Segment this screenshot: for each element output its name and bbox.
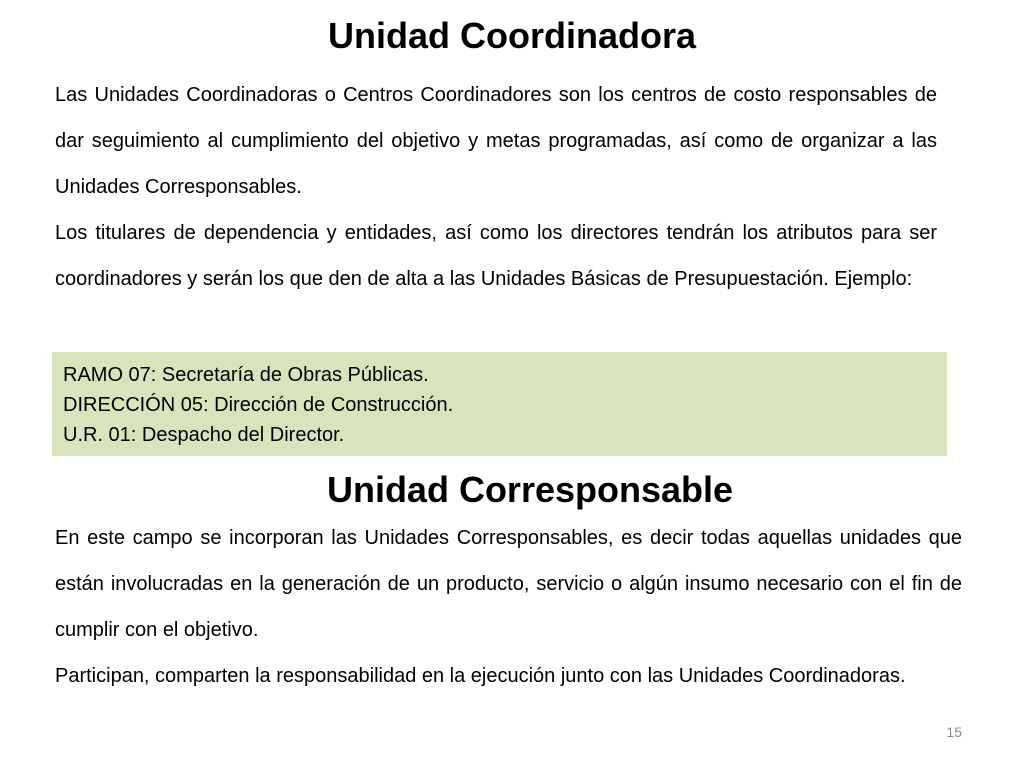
example-line: U.R. 01: Despacho del Director.	[63, 424, 345, 446]
paragraph: En este campo se incorporan las Unidades Corresponsables, es decir todas aquellas unidades que están involucradas en la generación de un producto, servicio o algún insumo necesario con el fin de cumplir con el objetivo.	[55, 527, 962, 641]
section-title-unidad-coordinadora: Unidad Coordinadora	[328, 15, 696, 56]
section-body-unidad-corresponsable	[55, 515, 962, 699]
example-box	[52, 352, 947, 456]
example-line: RAMO 07: Secretaría de Obras Públicas.	[63, 364, 429, 386]
paragraph: Las Unidades Coordinadoras o Centros Coordinadores son los centros de costo responsables de dar seguimiento al cumplimiento del objetivo y metas programadas, así como de organizar a las Unidades Corresponsables.	[55, 84, 937, 198]
page-number: 15	[946, 724, 962, 740]
example-line: DIRECCIÓN 05: Dirección de Construcción.	[63, 394, 454, 416]
section-title-unidad-corresponsable: Unidad Corresponsable	[326, 469, 734, 510]
paragraph: Los titulares de dependencia y entidades, así como los directores tendrán los atributos para ser coordinadores y serán los que den de alta a las Unidades Básicas de Presupuestación. Ejemplo:	[55, 222, 937, 290]
section-body-unidad-coordinadora	[55, 72, 937, 302]
paragraph: Participan, comparten la responsabilidad en la ejecución junto con las Unidades Coordinadoras.	[55, 665, 906, 687]
